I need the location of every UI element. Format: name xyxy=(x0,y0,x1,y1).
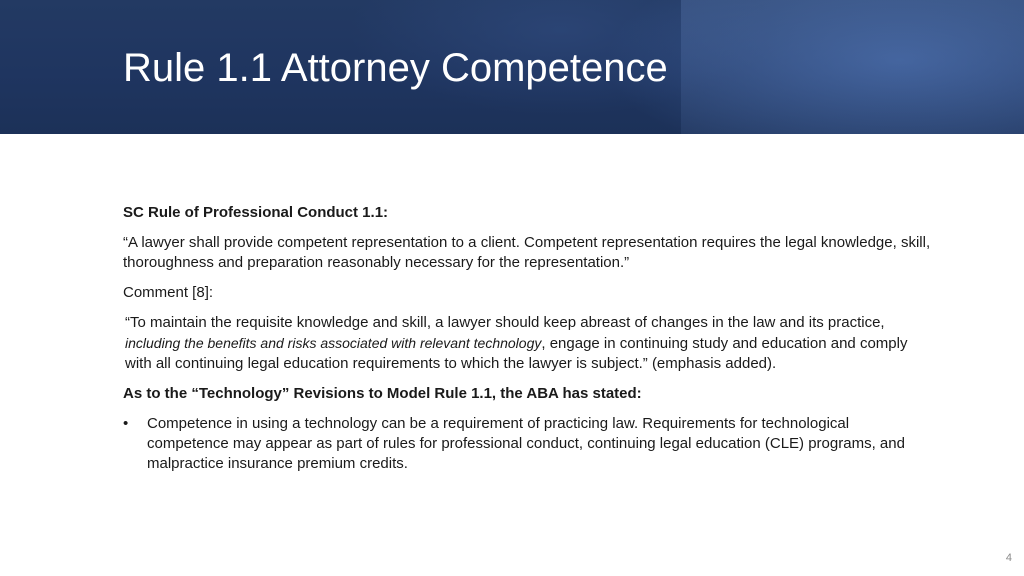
comment-text-after: , engage in continuing study and education and comply with all continuing legal education requirements to which the lawyer is subject.” (emphasis added). xyxy=(125,335,908,372)
rule-quote: “A lawyer shall provide competent representation to a client. Competent representation requires the legal knowledge, skill, thoroughness and preparation reasonably necessary for the representation.” xyxy=(123,234,931,271)
comment-emphasis: including the benefits and risks associated with relevant technology xyxy=(125,335,542,351)
comment-quote xyxy=(123,313,933,374)
aba-heading: As to the “Technology” Revisions to Model Rule 1.1, the ABA has stated: xyxy=(123,385,642,402)
bullet-marker: • xyxy=(123,415,129,432)
comment-label: Comment [8]: xyxy=(123,284,214,301)
bullet-text: Competence in using a technology can be a requirement of practicing law. Requirements for technological competence may appear as part of rules for professional conduct, continuing legal education (CLE) programs, and malpractice insurance premium credits. xyxy=(147,415,905,472)
slide-title: Rule 1.1 Attorney Competence xyxy=(123,46,668,90)
slide-header xyxy=(0,0,1024,134)
page-number: 4 xyxy=(1005,552,1012,564)
comment-text-before: “To maintain the requisite knowledge and skill, a lawyer should keep abreast of changes in the law and its practice, xyxy=(125,314,885,331)
rule-heading: SC Rule of Professional Conduct 1.1: xyxy=(123,204,389,221)
header-accent-panel xyxy=(681,0,1024,134)
slide-content xyxy=(123,203,933,474)
bullet-item xyxy=(123,414,933,474)
